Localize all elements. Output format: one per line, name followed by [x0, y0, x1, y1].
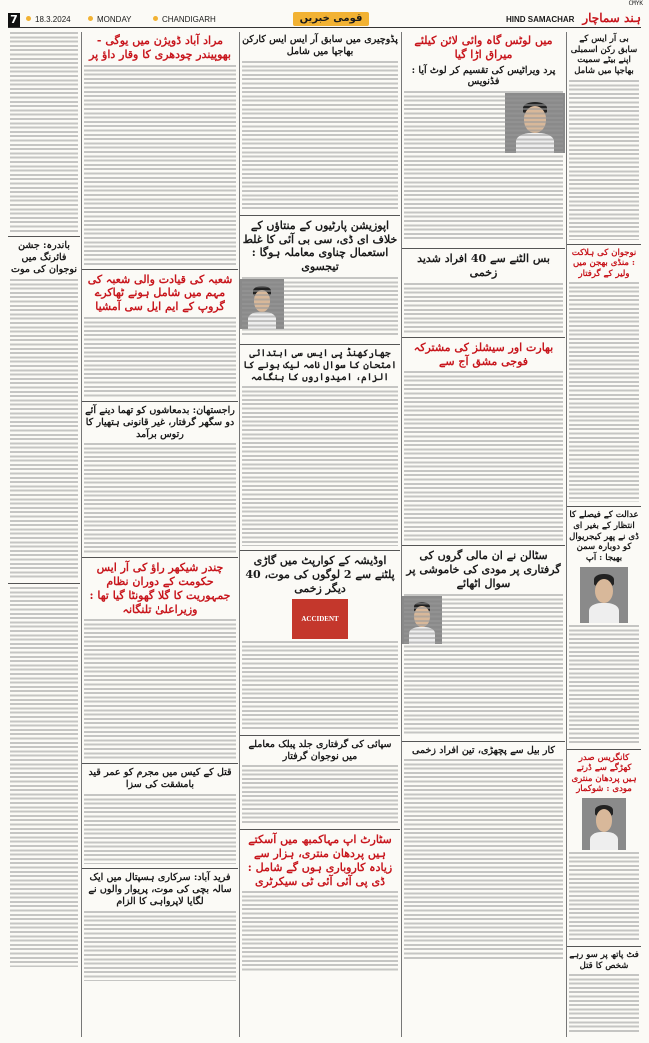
- article-body: [569, 625, 639, 745]
- article-body: [10, 279, 78, 579]
- divider: [8, 236, 80, 237]
- headline: فٹ پاتھ پر سو رہے شخص کا قتل: [569, 950, 639, 971]
- headline: بھارت اور سیشلز کی مشترکہ فوجی مشق آج سے: [413, 340, 554, 368]
- bullet-icon: [153, 16, 158, 21]
- divider: [240, 735, 400, 736]
- day-text: MONDAY: [97, 15, 132, 24]
- divider: [567, 506, 641, 507]
- article-body: [569, 852, 639, 942]
- headline: سپائی کی گرفتاری جلد پبلک معاملے میں نوجوان گرفتار: [248, 738, 392, 762]
- divider: [402, 545, 565, 546]
- headline: سٹارٹ اپ مہاکمبھ میں آسکتے ہیں پردھان منتری، ہزار سے زیادہ کاروباری ہوں گے شامل : ڈی پی آئی آئی ٹی سیکرٹری: [247, 833, 393, 888]
- divider: [82, 868, 238, 869]
- column-2: [82, 32, 238, 1037]
- section-title: قومی خبریں: [293, 12, 369, 26]
- headline: جھارکھنڈ پی ایس سی ابتدائی امتحان کا سوال نامہ لیک ہونے کا الزام، امیدواروں کا ہنگامہ: [243, 347, 397, 383]
- headline: عدالت کے فیصلے کا انتظار کے بغیر ای ڈی نے پھر کیجریوال کو دوبارہ سمن بھیجا : آپ: [569, 510, 639, 563]
- article-body: [404, 283, 563, 333]
- page-number: 7: [8, 13, 20, 27]
- article-body: [404, 759, 563, 959]
- accident-image: ACCIDENT: [292, 599, 348, 639]
- article-body: [569, 974, 639, 1034]
- column-separator: [401, 32, 402, 1037]
- headline: پڈوچیری میں سابق آر ایس ایس کارکن بھاجپا میں شامل: [242, 34, 398, 57]
- column-3: [240, 32, 400, 1037]
- divider: [567, 749, 641, 750]
- page-header: [8, 13, 641, 28]
- headline: مراد آباد ڈویژن میں یوگی - بھوپیندر چودھری کا وقار داؤ پر: [89, 34, 231, 61]
- article-body: [84, 443, 236, 553]
- column-4: [402, 32, 565, 1037]
- date-text: 18.3.2024: [35, 15, 71, 24]
- brand-logo: ہند سماچار: [582, 11, 641, 25]
- divider: [240, 344, 400, 345]
- bullet-icon: [88, 16, 93, 21]
- divider: [567, 946, 641, 947]
- article-body: [84, 794, 236, 864]
- headline: شعبہ کی قیادت والی شعبہ کی مہم میں شامل ہونے ٹھاکرے گروپ کے ایم ایل سی آمشیا: [87, 272, 233, 313]
- color-registration-bar: [0, 0, 649, 10]
- headline: کانگریس صدر کھڑگے سے ڈرتے ہیں پردھان منتری مودی : شوکمار: [571, 752, 637, 795]
- article-body: [84, 317, 236, 397]
- headline: کار بیل سے پچھڑی، تین افراد زخمی: [412, 744, 555, 756]
- article-body: [84, 911, 236, 981]
- article-body: [569, 80, 639, 240]
- page-day: [88, 15, 132, 24]
- city-text: CHANDIGARH: [162, 15, 216, 24]
- divider: [402, 248, 565, 249]
- divider: [240, 829, 400, 830]
- article-body: [242, 61, 398, 211]
- column-separator: [566, 32, 567, 1037]
- divider: [82, 401, 238, 402]
- headline: قتل کے کیس میں مجرم کو عمر قید بامشقت کی سزا: [88, 767, 232, 791]
- headline: بی آر ایس کے سابق رکن اسمبلی اپنے بیٹے سمیت بھاجپا میں شامل: [570, 34, 638, 76]
- headline: نوجوان کی ہلاکت : منڈی بھجن میں ولیر کے گرفتار: [571, 247, 637, 279]
- article-body: [242, 386, 398, 546]
- article-body: [242, 765, 398, 825]
- article-body: [404, 594, 563, 734]
- article-body: [242, 277, 398, 337]
- article-body: [242, 891, 398, 971]
- headline: راجستھان: بدمعاشوں کو تھما دینے آئے دو سگھر گرفتار، غیر قانونی ہتھیار کا رتوس برآمد: [85, 404, 235, 440]
- divider: [402, 741, 565, 742]
- divider: [82, 269, 238, 270]
- column-separator: [239, 32, 240, 1037]
- article-body: [10, 32, 78, 232]
- bullet-icon: [26, 16, 31, 21]
- article-body: [569, 282, 639, 502]
- divider: [8, 583, 80, 584]
- divider: [82, 763, 238, 764]
- headline: فرید آباد: سرکاری ہسپتال میں ایک سالہ بچی کی موت، پریوار والوں نے لگایا لاپرواہی کا الزام: [88, 872, 232, 907]
- page-date: [26, 15, 71, 24]
- article-body: [242, 641, 398, 731]
- headline: چندر شیکھر راؤ کی آر ایس حکومت کے دوران نظام جمہوریت کا گلا گھونٹا گیا تھا : وزیراعلیٰ تلنگانہ: [89, 561, 231, 616]
- person-photo: [582, 798, 626, 850]
- page-city: [153, 15, 216, 24]
- headline: باندرہ: جشن فائرنگ میں نوجوان کی موت: [11, 240, 77, 275]
- headline: میں لوٹس گاہ وائی لائن کیلئے میراق اڑا گیا: [414, 34, 553, 61]
- divider: [240, 215, 400, 216]
- article-body: [404, 91, 563, 241]
- article-body: [84, 65, 236, 265]
- person-photo: [580, 567, 628, 623]
- article-body: [10, 587, 78, 967]
- column-separator: [81, 32, 82, 1037]
- divider: [82, 557, 238, 558]
- headline: اوڈیشہ کے کوارپٹ میں گاڑی پلٹنے سے 2 لوگوں کی موت، 40 دیگر زخمی: [245, 554, 395, 595]
- cmyk-mark: CMYK: [628, 0, 643, 7]
- headline: پرد ویراٹیس کی تقسیم کر لوٹ آیا : فڈنویس: [411, 64, 556, 88]
- column-5: [567, 32, 641, 1037]
- headline: اپوزیشن پارٹیوں کے منتاؤں کے خلاف ای ڈی، سی بی آئی کا غلط استعمال چناوی معاملہ ہوگا : تیجسوی: [242, 218, 398, 273]
- headline: سٹالن نے ان مالی گروں کی گرفتاری پر مودی کی خاموشی پر سوال اٹھائے: [406, 549, 561, 590]
- headline: بس الٹنے سے 40 افراد شدید زخمی: [417, 252, 550, 279]
- divider: [402, 337, 565, 338]
- article-body: [84, 619, 236, 759]
- article-body: [404, 371, 563, 541]
- brand-english: HIND SAMACHAR: [506, 15, 575, 24]
- divider: [240, 550, 400, 551]
- divider: [567, 244, 641, 245]
- column-1: [8, 32, 80, 1037]
